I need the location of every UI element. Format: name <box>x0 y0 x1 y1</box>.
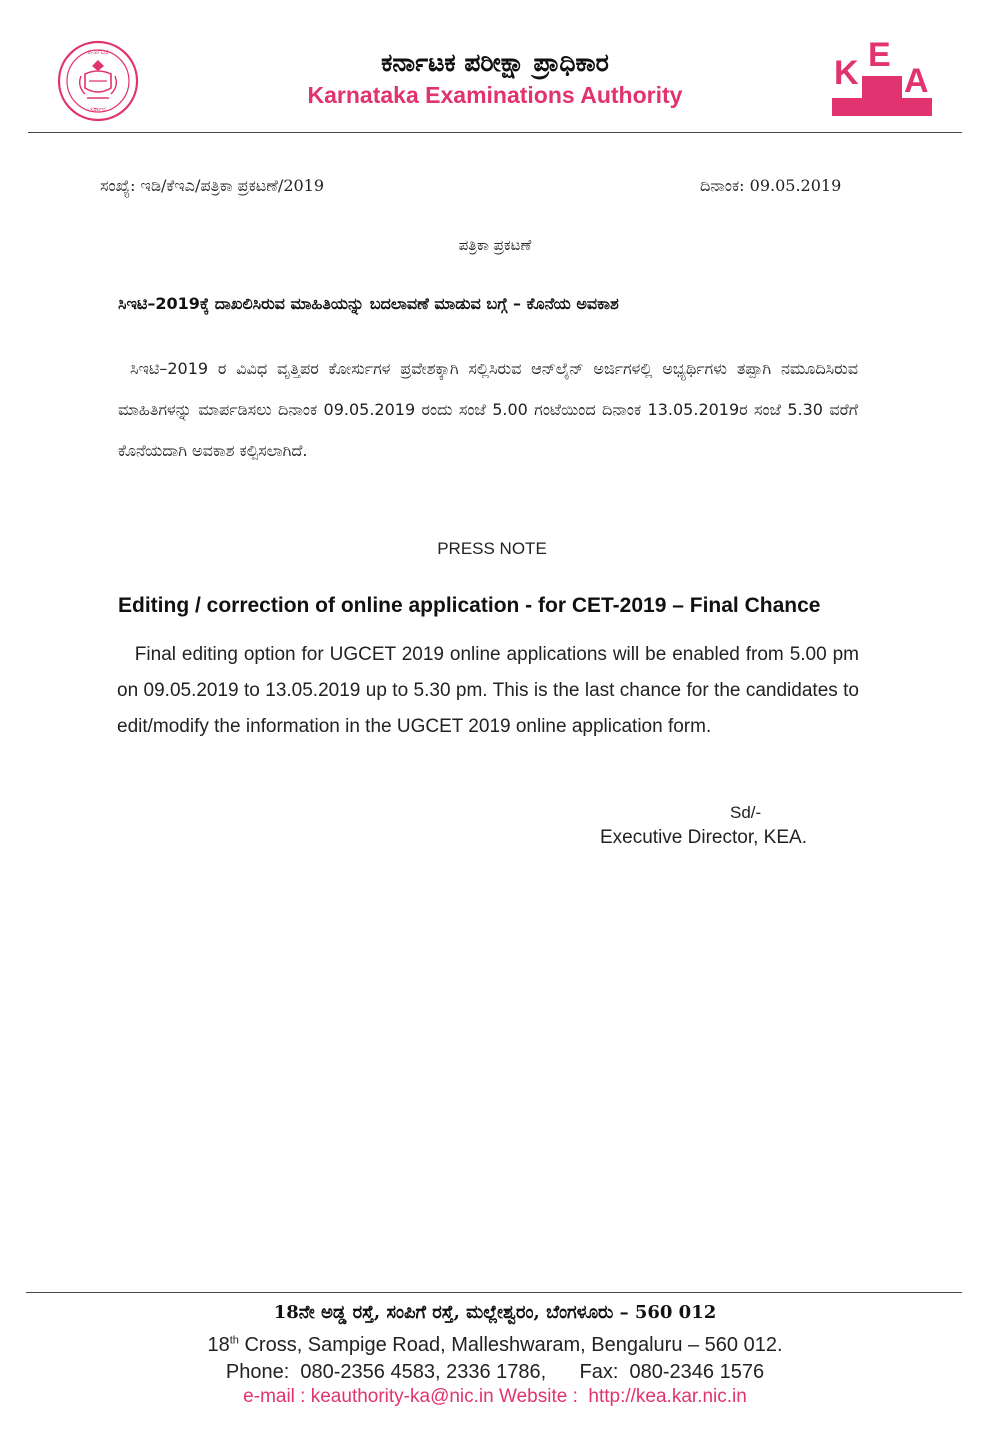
footer-divider <box>26 1292 962 1293</box>
reference-number: ಸಂಖ್ಯೆ: ಇಡಿ/ಕೆಇಎ/ಪತ್ರಿಕಾ ಪ್ರಕಟಣೆ/2019 <box>100 176 325 195</box>
logo-letter-e: E <box>868 40 891 74</box>
body-kannada <box>118 348 858 471</box>
subject-english: Editing / correction of online application - for CET-2019 – Final Chance <box>118 594 821 617</box>
body-kannada-text: ಸಿಇಟಿ–2019 ರ ವಿವಿಧ ವೃತ್ತಿಪರ ಕೋರ್ಸುಗಳ ಪ್ರವೇಶಕ್ಕಾಗಿ ಸಲ್ಲಿಸಿರುವ ಆನ್‌ಲೈನ್ ಅರ್ಜಿಗಳಲ್ಲಿ ಅಭ್ಯರ್ಥಿಗಳು ತಪ್ಪಾಗಿ ನಮೂದಿಸಿರುವ ಮಾಹಿತಿಗಳನ್ನು ಮಾರ್ಪಡಿಸಲು ದಿನಾಂಕ 09.05.2019 ರಂದು ಸಂಜೆ 5.00 ಗಂಟೆಯಿಂದ ದಿನಾಂಕ 13.05.2019ರ ಸಂಜೆ 5.30 ವರೆಗೆ ಕೊನೆಯದಾಗಿ ಅವಕಾಶ ಕಲ್ಪಿಸಲಾಗಿದೆ. <box>118 359 858 460</box>
government-seal-icon <box>57 40 139 122</box>
address-number: 18 <box>207 1334 230 1356</box>
seal-text-top: ಕರ್ನಾಟಕ <box>87 48 109 56</box>
signature-mark: Sd/- <box>730 803 762 822</box>
org-name-kannada: ಕರ್ನಾಟಕ ಪರೀಕ್ಷಾ ಪ್ರಾಧಿಕಾರ <box>381 48 609 77</box>
kea-logo-icon <box>828 40 936 120</box>
press-heading-english: PRESS NOTE <box>437 539 547 558</box>
reference-date: ದಿನಾಂಕ: 09.05.2019 <box>700 176 842 195</box>
subject-kannada: ಸಿಇಟಿ–2019ಕ್ಕೆ ದಾಖಲಿಸಿರುವ ಮಾಹಿತಿಯನ್ನು ಬದಲಾವಣೆ ಮಾಡುವ ಬಗ್ಗೆ – ಕೊನೆಯ ಅವಕಾಶ <box>118 294 619 313</box>
seal-text-bottom: ಸರ್ಕಾರ <box>90 105 106 113</box>
address-ordinal: th <box>229 1334 239 1347</box>
address-kannada: 18ನೇ ಅಡ್ಡ ರಸ್ತೆ, ಸಂಪಿಗೆ ರಸ್ತೆ, ಮಲ್ಲೇಶ್ವರಂ, ಬೆಂಗಳೂರು – 560 012 <box>273 1302 717 1323</box>
email-website: e-mail : keauthority-ka@nic.in Website : http://kea.kar.nic.in <box>243 1386 747 1407</box>
body-english <box>117 637 859 745</box>
phone-fax: Phone: 080-2356 4583, 2336 1786, Fax: 080-2346 1576 <box>225 1361 765 1383</box>
org-name-english: Karnataka Examinations Authority <box>307 82 683 108</box>
address-rest: Cross, Sampige Road, Malleshwaram, Bengaluru – 560 012. <box>238 1334 783 1356</box>
signatory: Executive Director, KEA. <box>600 827 807 848</box>
body-english-text: Final editing option for UGCET 2019 online applications will be enabled from 5.00 pm on 09.05.2019 to 13.05.2019 up to 5.30 pm. This is the last chance for the candidates to edit/modify the information in the UGCET 2019 online application form. <box>117 644 859 737</box>
press-heading-kannada: ಪತ್ರಿಕಾ ಪ್ರಕಟಣೆ <box>458 236 532 254</box>
header-divider <box>28 132 962 133</box>
logo-letter-a: A <box>904 62 929 100</box>
logo-letter-k: K <box>834 54 859 92</box>
address-english <box>0 1334 990 1357</box>
